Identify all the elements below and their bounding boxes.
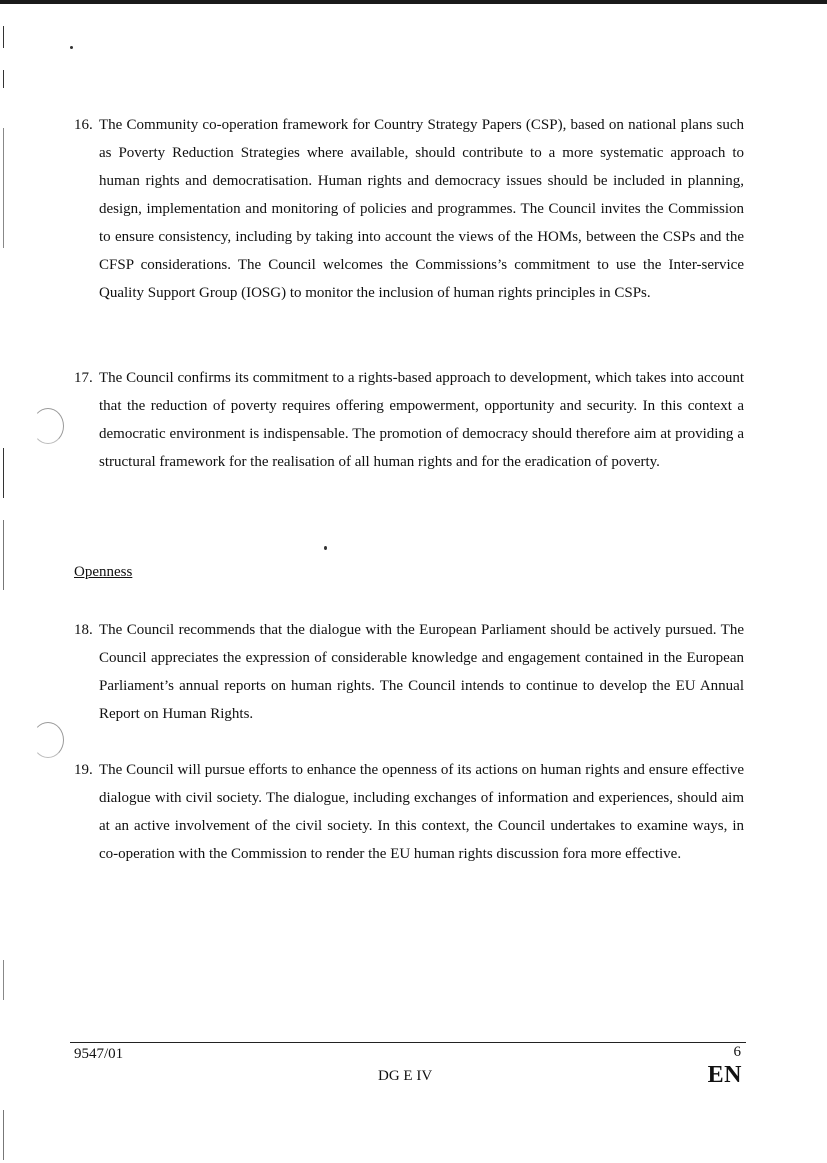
scan-mark [70,46,73,49]
paragraph-number: 18. [74,622,93,638]
paragraph-19 [74,756,744,868]
scan-mark [3,128,4,248]
scan-mark [3,70,4,88]
page-number: 6 [733,1044,741,1060]
paragraph-number: 19. [74,762,93,778]
paragraph-number: 16. [74,117,93,133]
punch-hole [32,722,64,758]
scan-mark [324,546,327,550]
footer-rule [70,1042,746,1043]
language-code: EN [707,1062,742,1088]
paragraph-number: 17. [74,370,93,386]
paragraph-16 [74,111,744,307]
page-top-border [0,0,827,4]
paragraph-text: The Council recommends that the dialogue with the European Parliament should be actively pursued. The Council appreciates the expression of considerable knowledge and engagement contained in the European Parliament’s annual reports on human rights. The Council intends to continue to develop the EU Annual Report on Human Rights. [99,622,744,722]
scan-mark [3,26,4,48]
section-heading: Openness [74,564,133,580]
scan-mark [3,448,4,498]
scan-mark [3,960,4,1000]
paragraph-text: The Council confirms its commitment to a rights-based approach to development, which takes into account that the reduction of poverty requires offering empowerment, opportunity and security. In this context a democratic environment is indispensable. The promotion of democracy should therefore aim at providing a structural framework for the realisation of all human rights and for the eradication of poverty. [99,370,744,470]
scan-mark [3,520,4,590]
paragraph-text: The Council will pursue efforts to enhance the openness of its actions on human rights and ensure effective dialogue with civil society. The dialogue, including exchanges of information and experiences, should aim at an active involvement of the civil society. In this context, the Council undertakes to examine ways, in co-operation with the Commission to render the EU human rights discussion fora more effective. [99,762,744,862]
document-reference: 9547/01 [74,1046,124,1062]
paragraph-17 [74,364,744,476]
scan-mark [3,1110,4,1160]
department-label: DG E IV [378,1068,433,1084]
punch-hole [32,408,64,444]
paragraph-18 [74,616,744,728]
paragraph-text: The Community co-operation framework for Country Strategy Papers (CSP), based on national plans such as Poverty Reduction Strategies where available, should contribute to a more systematic approach to human rights and democratisation. Human rights and democracy issues should be included in planning, design, implementation and monitoring of policies and programmes. The Council invites the Commission to ensure consistency, including by taking into account the views of the HOMs, between the CSPs and the CFSP considerations. The Council welcomes the Commissions’s commitment to use the Inter-service Quality Support Group (IOSG) to monitor the inclusion of human rights principles in CSPs. [99,117,744,301]
